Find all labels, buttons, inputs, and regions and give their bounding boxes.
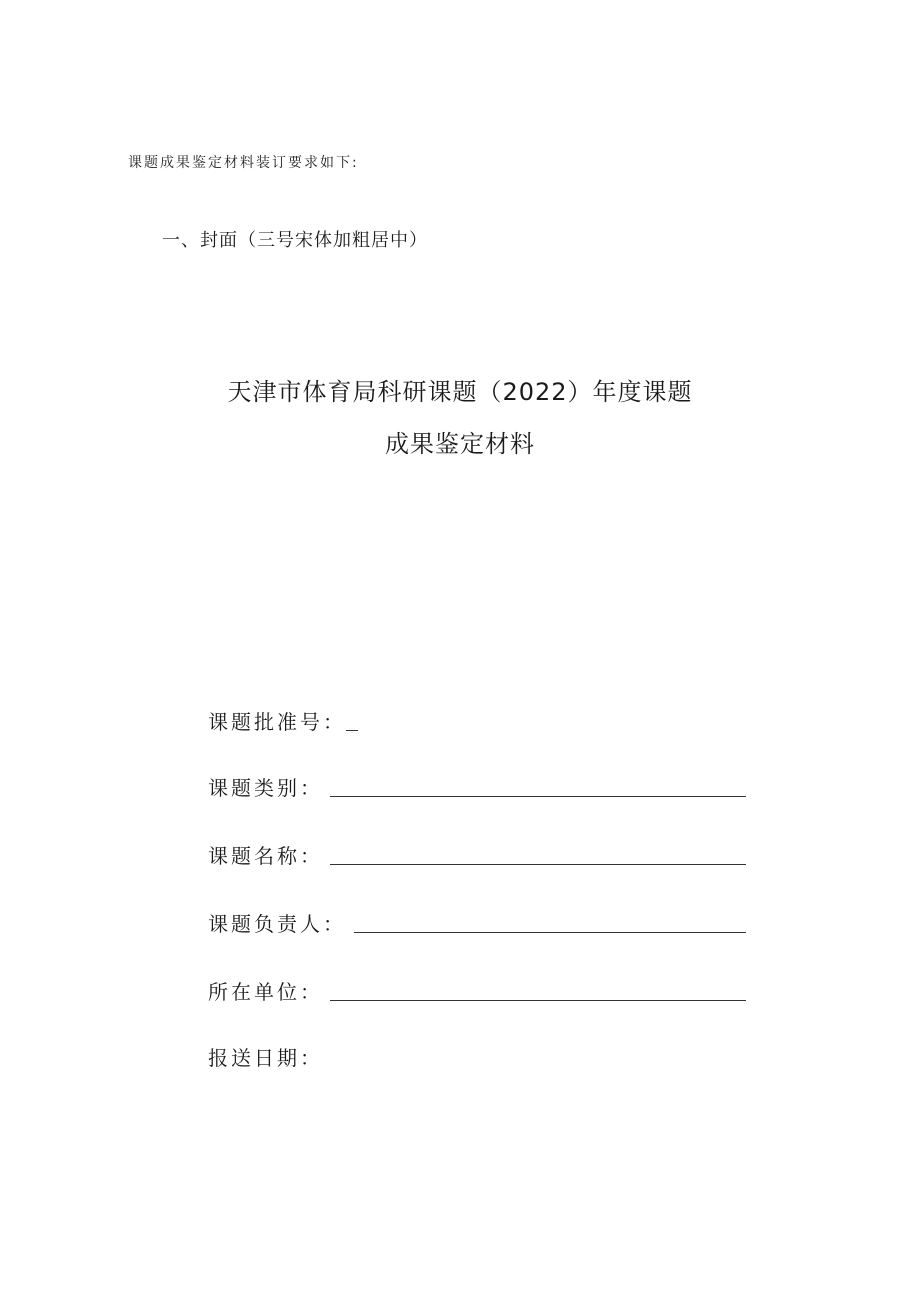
field-submit-date-label: 报送日期：	[208, 1046, 323, 1070]
field-approval-number-blank	[346, 730, 358, 731]
section-heading-cover: 一、封面（三号宋体加粗居中）	[162, 230, 428, 251]
field-unit-blank	[330, 1000, 746, 1001]
field-project-leader-blank	[354, 932, 746, 933]
field-project-name-label: 课题名称：	[208, 844, 323, 868]
cover-title-line-2: 成果鉴定材料	[385, 430, 535, 458]
field-project-leader-label: 课题负责人：	[208, 912, 346, 936]
field-unit-label: 所在单位：	[208, 980, 323, 1004]
field-approval-number-label: 课题批准号：	[208, 710, 346, 734]
cover-title-line-1: 天津市体育局科研课题（2022）年度课题	[227, 378, 693, 406]
field-category-label: 课题类别：	[208, 776, 323, 800]
intro-text: 课题成果鉴定材料装订要求如下:	[128, 155, 359, 171]
field-project-name-blank	[330, 864, 746, 865]
field-category-blank	[330, 796, 746, 797]
